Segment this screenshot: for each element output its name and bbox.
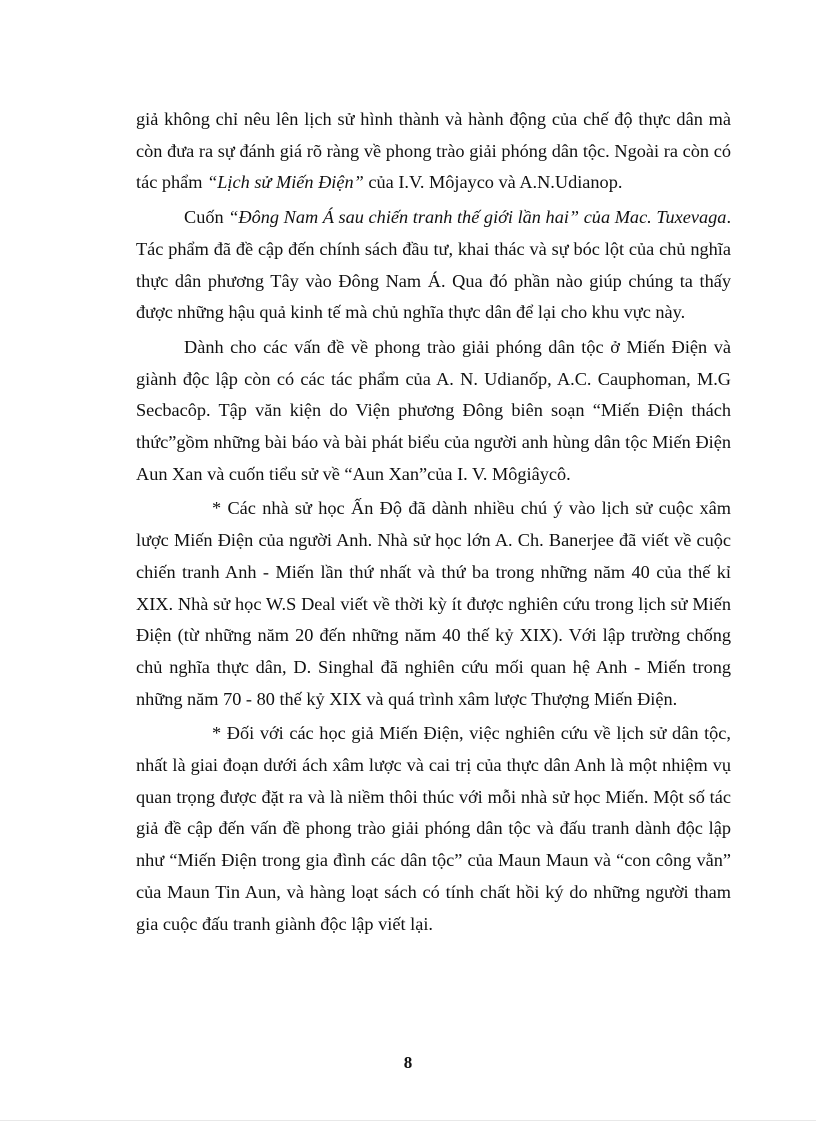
book-title-dong-nam-a: “Đông Nam Á sau chiến tranh thế giới lần hai” của Mac. Tuxevaga [228,207,727,228]
page-number: 8 [403,1053,413,1072]
paragraph-1-text-end: của I.V. Môjayco và A.N.Udianop. [363,172,623,193]
paragraph-5: * Đối với các học giả Miến Điện, việc nghiên cứu về lịch sử dân tộc, nhất là giai đoạn dưới ách xâm lược và cai trị của thực dân Anh là một nhiệm vụ quan trọng được đặt ra và là niềm thôi thúc với mỗi nhà sử học Miến. Một số tác giả đề cập đến vấn đề phong trào giải phóng dân tộc và đấu tranh dành độc lập như “Miến Điện trong gia đình các dân tộc” của Maun Maun và “con công vằn” của Maun Tin Aun, và hàng loạt sách có tính chất hồi ký do những người tham gia cuộc đấu tranh giành độc lập viết lại. [136,723,731,934]
page-bottom-edge [0,1120,816,1121]
paragraph-1-text: giả không chỉ nêu lên lịch sử hình thành và hành động của chế độ thực dân mà còn đưa ra sự đánh giá rõ ràng về phong trào giải phóng dân tộc. Ngoài ra còn có tác phẩm [136,109,731,193]
paragraph-2 [136,202,731,329]
paragraph-2-text-end: . Tác phẩm đã đề cập đến chính sách đầu tư, khai thác và sự bóc lột của chủ nghĩa thực dân phương Tây vào Đông Nam Á. Qua đó phần nào giúp chúng ta thấy được những hậu quả kinh tế mà chủ nghĩa thực dân để lại cho khu vực này. [136,207,732,323]
book-title-lich-su-mien-dien: “Lịch sử Miến Điện” [207,172,364,193]
document-body [136,104,731,940]
paragraph-4: * Các nhà sử học Ấn Độ đã dành nhiều chú ý vào lịch sử cuộc xâm lược Miến Điện của người Anh. Nhà sử học lớn A. Ch. Banerjee đã viết về cuộc chiến tranh Anh - Miến lần thứ nhất và thứ ba trong những năm 40 của thế kỉ XIX. Nhà sử học W.S Deal viết về thời kỳ ít được nghiên cứu trong lịch sử Miến Điện (từ những năm 20 đến những năm 40 thế kỷ XIX). Với lập trường chống chủ nghĩa thực dân, D. Singhal đã nghiên cứu mối quan hệ Anh - Miến trong những năm 70 - 80 thế kỷ XIX và quá trình xâm lược Thượng Miến Điện. [136,498,731,709]
paragraph-2-text: Cuốn [184,207,229,228]
paragraph-1 [136,104,731,199]
paragraph-3: Dành cho các vấn đề về phong trào giải phóng dân tộc ở Miến Điện và giành độc lập còn có các tác phẩm của A. N. Udianốp, A.C. Cauphoman, M.G Secbacôp. Tập văn kiện do Viện phương Đông biên soạn “Miến Điện thách thức”gồm những bài báo và bài phát biểu của người anh hùng dân tộc Miến Điện Aun Xan và cuốn tiểu sử về “Aun Xan”của I. V. Môgiâycô. [136,336,731,484]
